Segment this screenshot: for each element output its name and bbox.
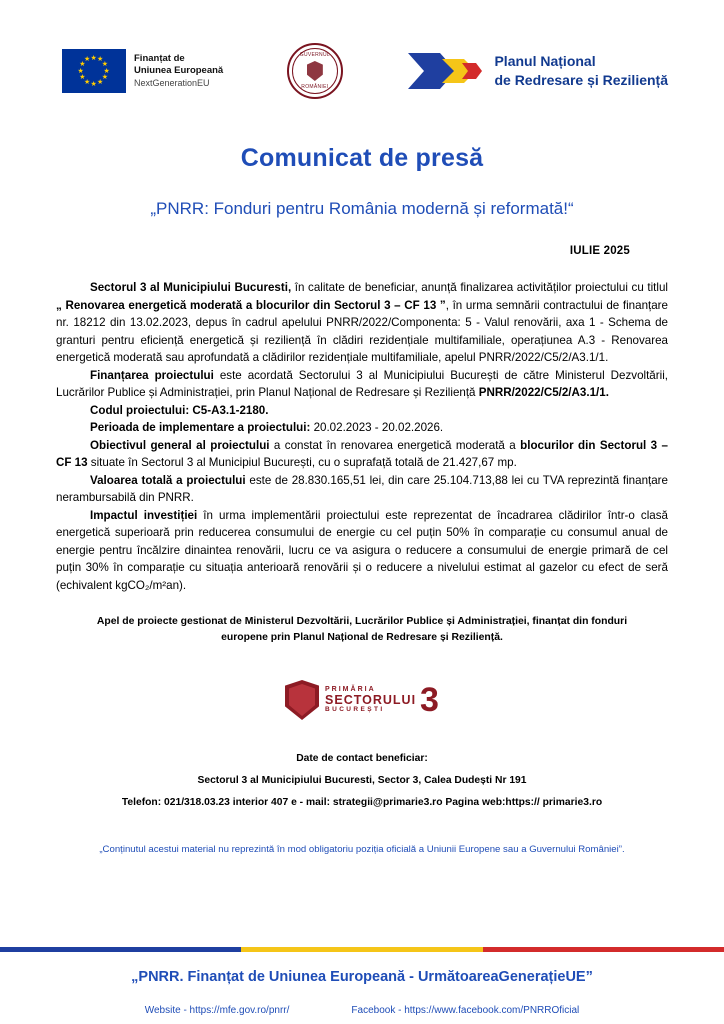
- eu-logo-text: [134, 53, 223, 89]
- body-paragraph: [56, 402, 668, 420]
- footer-bar-red: [483, 947, 724, 952]
- paragraph-emphasis: PNRR/2022/C5/2/A3.1/1.: [478, 386, 609, 399]
- body-paragraph: [56, 419, 668, 437]
- eu-star-icon: ★: [90, 54, 97, 62]
- primaria-logo-lines: [325, 685, 416, 715]
- primaria-sector3-logo: [56, 680, 668, 720]
- primaria-line1: PRIMĂRIA: [325, 686, 376, 693]
- primaria-crest-icon: [285, 680, 319, 720]
- primaria-logo-text: [325, 683, 439, 717]
- funding-note: Apel de proiecte gestionat de Ministerul Dezvoltării, Lucrărilor Publice și Administrației, finanțat din fonduri europene prin Planul Național de Redresare și Reziliență.: [96, 616, 628, 643]
- body-paragraph: [56, 437, 668, 472]
- paragraph-emphasis: Perioada de implementare a proiectului:: [90, 421, 311, 434]
- legal-disclaimer: „Conținutul acestui material nu reprezintă în mod obligatoriu poziția oficială a Uniunii Europene sau a Guvernului României”.: [99, 844, 625, 855]
- eu-star-icon: ★: [103, 67, 110, 75]
- pnrr-logo: [406, 49, 668, 93]
- body-paragraph: [56, 367, 668, 402]
- eu-funding-logo: [62, 49, 223, 93]
- eu-star-icon: ★: [101, 74, 109, 81]
- eu-star-icon: ★: [77, 67, 84, 75]
- primaria-line2: SECTORULUI: [325, 693, 417, 707]
- contact-phone-email: Telefon: 021/318.03.23 interior 407 e - mail: strategii@primarie3.ro Pagina web:https:// primarie3.ro: [121, 797, 603, 808]
- footer-title: „PNRR. Finanțat de Uniunea Europeană - UrmătoareaGenerațieUE”: [131, 969, 593, 985]
- contact-heading: Date de contact beneficiar:: [296, 753, 428, 764]
- eu-star-icon: ★: [79, 61, 86, 68]
- footer-bar-yellow: [241, 947, 482, 952]
- seal-top-text: GUVERNUL: [299, 52, 330, 58]
- document-header: [56, 0, 668, 106]
- paragraph-emphasis: Sectorul 3 al Municipiului Bucuresti,: [90, 281, 292, 294]
- eu-star-icon: ★: [79, 74, 86, 81]
- eu-star-icon: ★: [97, 56, 104, 64]
- paragraph-emphasis: Impactul investiției: [90, 508, 198, 522]
- pnrr-logo-text: [494, 52, 668, 90]
- footer-links: [0, 1005, 724, 1016]
- contact-address: Sectorul 3 al Municipiului Bucuresti, Sector 3, Calea Dudești Nr 191: [197, 775, 527, 786]
- paragraph-emphasis: Finanțarea proiectului: [90, 368, 214, 382]
- document-footer: [0, 955, 724, 1016]
- eu-star-icon: ★: [84, 56, 91, 64]
- seal-bottom-text: ROMÂNIEI: [301, 84, 329, 90]
- page-subtitle: „PNRR: Fonduri pentru România modernă și reformată!“: [150, 199, 574, 218]
- paragraph-emphasis: blocurilor din Sectorul 3 – CF 13: [56, 438, 668, 469]
- document-body: [56, 279, 668, 594]
- paragraph-emphasis: Obiectivul general al proiectului: [90, 438, 270, 452]
- paragraph-emphasis: „ Renovarea energetică moderată a blocurilor din Sectorul 3 – CF 13 ”: [56, 298, 446, 312]
- paragraph-text: este acordată Sectorului 3 al Municipiului București de către Ministerul Dezvoltării, Lucrărilor Publice și Administrației, prin Planul Național de Redresare și Reziliență: [56, 368, 668, 399]
- primaria-line3: BUCUREȘTI: [325, 706, 385, 713]
- primaria-sector-number: 3: [420, 681, 439, 719]
- footer-link-facebook[interactable]: Facebook - https://www.facebook.com/PNRROficial: [351, 1005, 580, 1016]
- publication-month: IULIE 2025: [569, 245, 630, 257]
- eu-star-icon: ★: [101, 61, 109, 68]
- paragraph-text: , în urma semnării contractului de finanțare nr. 18212 din 13.02.2023, depus în cadrul apelului PNRR/2022/Componenta: 5 - Valul renovării, axa 1 - Schema de granturi pentru eficiență energetică și reziliență în clădiri rezidențiale multifamiliale, operațiunea A.3 - Renovarea energetică moderată sau aprofundată a clădirilor rezidențiale multifamiliale, apelul PNRR/2022/C5/2/A3.1/1.: [56, 298, 668, 364]
- government-seal-icon: [287, 43, 343, 99]
- eu-logo-line1: Finanțat de: [134, 53, 185, 64]
- footer-color-bars: [0, 947, 724, 952]
- body-paragraph: [56, 507, 668, 595]
- paragraph-text: situate în Sectorul 3 al Municipiul București, cu o suprafață totală de 21.427,67 mp.: [87, 456, 517, 469]
- pnrr-logo-line1: Planul Național: [494, 53, 596, 69]
- paragraph-emphasis: C5-A3.1-2180.: [189, 403, 269, 417]
- pnrr-logo-line2: de Redresare și Reziliență: [494, 72, 668, 88]
- page-title: Comunicat de presă: [240, 144, 484, 172]
- eu-logo-line2: Uniunea Europeană: [134, 65, 224, 76]
- body-paragraph: [56, 472, 668, 507]
- eu-flag-icon: [62, 49, 126, 93]
- footer-bar-blue: [0, 947, 241, 952]
- paragraph-emphasis: Valoarea totală a proiectului: [90, 473, 246, 487]
- paragraph-text: a constat în renovarea energetică moderată a: [269, 438, 521, 452]
- eu-star-icon: ★: [90, 80, 97, 88]
- eu-star-icon: ★: [97, 78, 104, 86]
- pnrr-arrow-icon: [406, 49, 482, 93]
- eu-star-icon: ★: [84, 78, 91, 86]
- footer-link-website[interactable]: Website - https://mfe.gov.ro/pnrr/: [144, 1005, 290, 1016]
- body-paragraph: [56, 279, 668, 367]
- paragraph-text: în calitate de beneficiar, anunță finalizarea activităților proiectului cu titlul: [291, 281, 668, 294]
- paragraph-text: în urma implementării proiectului este reprezentat de încadrarea clădirilor într-o clasă energetică superioară prin reducerea consumului de energie cu cel puțin 50% în comparație cu consumul anual de energie pentru încălzire dinaintea renovării, lucru ce va asigura o reducere a consumului de energie primară de cel puțin 30% în comparație cu situația anterioară renovării și o reducere a nivelului estimat al gazelor cu efect de seră (echivalent kgCO₂/m²an).: [56, 508, 668, 592]
- paragraph-text: 20.02.2023 - 20.02.2026.: [310, 421, 444, 434]
- eu-logo-line3: NextGenerationEU: [134, 78, 210, 88]
- contact-block: [56, 748, 668, 814]
- paragraph-text: este de 28.830.165,51 lei, din care 25.104.713,88 lei cu TVA reprezintă finanțare nerambursabilă din PNRR.: [56, 473, 668, 504]
- paragraph-emphasis: Codul proiectului:: [90, 403, 190, 417]
